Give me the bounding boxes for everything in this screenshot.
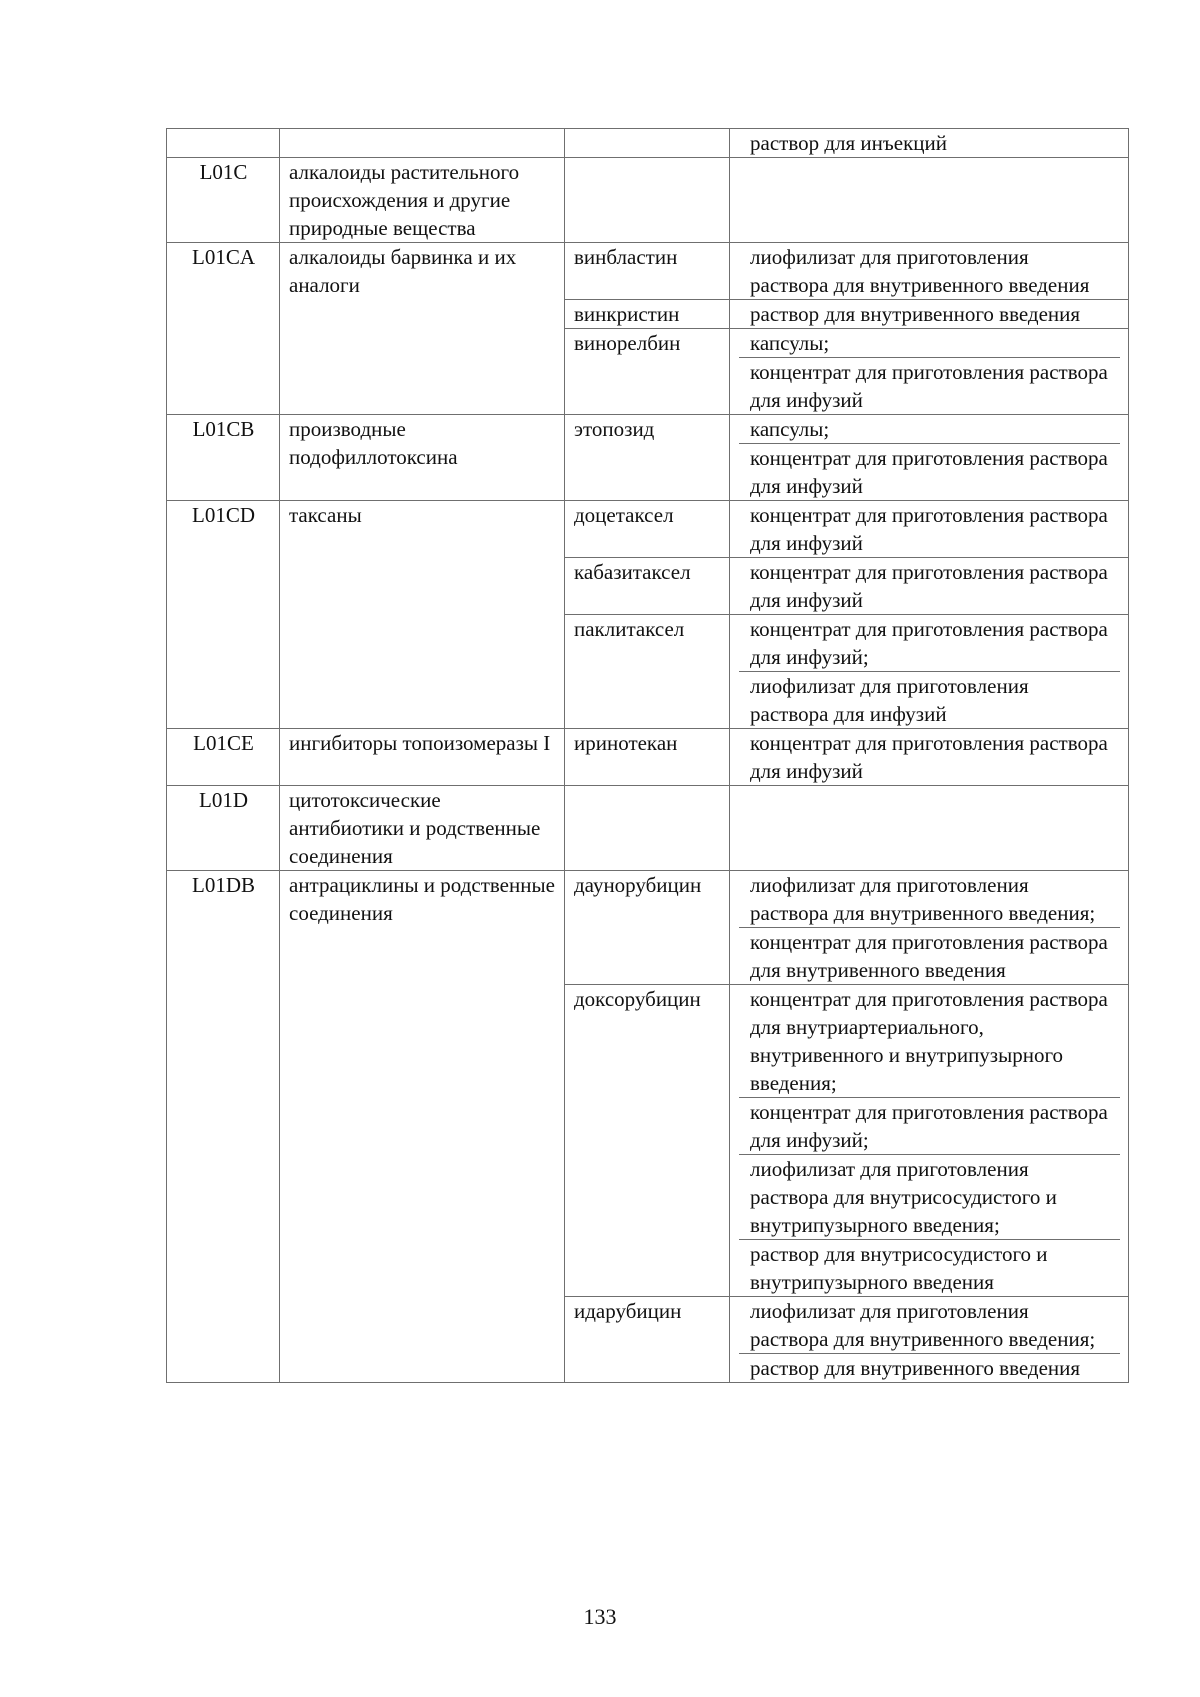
dosage-form-row — [739, 1240, 1120, 1297]
dosage-form: концентрат для приготовления раствора для инфузий — [750, 560, 1108, 612]
dosage-form-list — [739, 300, 1120, 328]
dosage-form-row — [739, 558, 1120, 614]
dosage-form: капсулы; — [739, 329, 1120, 358]
atc-group-cell: алкалоиды растительного происхождения и другие природные вещества — [280, 158, 565, 243]
atc-group-cell: цитотоксические антибиотики и родственные соединения — [280, 786, 565, 871]
table-row — [167, 243, 1129, 300]
dosage-form: раствор для внутривенного введения — [750, 302, 1081, 326]
atc-code-cell — [167, 129, 280, 158]
dosage-form-row — [739, 415, 1120, 444]
table-row — [167, 129, 1129, 158]
drug-name-cell: иринотекан — [565, 729, 730, 786]
dosage-form-row — [739, 300, 1120, 328]
dosage-form-list — [739, 501, 1120, 557]
dosage-form: концентрат для приготовления раствора для инфузий; — [739, 615, 1120, 672]
dosage-form-list — [739, 129, 1120, 157]
dosage-form: лиофилизат для приготовления раствора для внутрисосудистого и внутрипузырного введения; — [739, 1155, 1120, 1240]
dosage-form-row — [739, 243, 1120, 299]
dosage-form-row — [739, 928, 1120, 985]
drug-table-body — [167, 129, 1129, 1383]
drug-name-cell: доцетаксел — [565, 501, 730, 558]
page-number: 133 — [583, 1604, 617, 1629]
dosage-form: концентрат для приготовления раствора для инфузий — [750, 446, 1108, 498]
drug-name-cell: доксорубицин — [565, 985, 730, 1297]
drug-name-cell — [565, 129, 730, 158]
drug-name-cell — [565, 786, 730, 871]
atc-code-cell: L01DB — [167, 871, 280, 1383]
atc-code-cell: L01CE — [167, 729, 280, 786]
drug-name-cell: паклитаксел — [565, 615, 730, 729]
dosage-forms-cell — [730, 786, 1129, 871]
dosage-form-list — [739, 871, 1120, 984]
dosage-form: концентрат для приготовления раствора для внутриартериального, внутривенного и внутрипузырного введения; — [739, 985, 1120, 1098]
table-row — [167, 415, 1129, 501]
dosage-form-row — [739, 615, 1120, 672]
drug-name-cell: винкристин — [565, 300, 730, 329]
dosage-form: лиофилизат для приготовления раствора для внутривенного введения; — [739, 1297, 1120, 1354]
table-row — [167, 786, 1129, 871]
atc-code-cell: L01C — [167, 158, 280, 243]
atc-code-cell: L01CA — [167, 243, 280, 415]
dosage-form: лиофилизат для приготовления раствора для внутривенного введения — [750, 245, 1090, 297]
drug-name-cell — [565, 158, 730, 243]
drug-table — [166, 128, 1129, 1383]
dosage-forms-cell — [730, 243, 1129, 300]
dosage-form-list — [739, 415, 1120, 500]
dosage-form: концентрат для приготовления раствора для инфузий — [750, 360, 1108, 412]
dosage-form-list — [739, 729, 1120, 785]
dosage-form-row — [739, 985, 1120, 1098]
table-row — [167, 729, 1129, 786]
dosage-form: лиофилизат для приготовления раствора для инфузий — [750, 674, 1029, 726]
dosage-form-list — [739, 243, 1120, 299]
dosage-form-row — [739, 358, 1120, 415]
dosage-form-row — [739, 329, 1120, 358]
dosage-form: концентрат для приготовления раствора для внутривенного введения — [750, 930, 1108, 982]
dosage-forms-cell — [730, 300, 1129, 329]
drug-name-cell: винорелбин — [565, 329, 730, 415]
dosage-form: раствор для внутривенного введения — [750, 1356, 1081, 1380]
atc-group-cell: таксаны — [280, 501, 565, 729]
dosage-form: раствор для инъекций — [750, 131, 947, 155]
dosage-forms-cell — [730, 415, 1129, 501]
dosage-forms-cell — [730, 985, 1129, 1297]
atc-group-cell: алкалоиды барвинка и их аналоги — [280, 243, 565, 415]
dosage-form-row — [739, 729, 1120, 785]
dosage-form: концентрат для приготовления раствора для инфузий; — [739, 1098, 1120, 1155]
dosage-form: капсулы; — [739, 415, 1120, 444]
dosage-form-row — [739, 1098, 1120, 1155]
drug-name-cell: винбластин — [565, 243, 730, 300]
atc-group-cell — [280, 129, 565, 158]
drug-name-cell: кабазитаксел — [565, 558, 730, 615]
atc-code-cell: L01CB — [167, 415, 280, 501]
drug-name-cell: идарубицин — [565, 1297, 730, 1383]
dosage-form-row — [739, 1297, 1120, 1354]
dosage-forms-cell — [730, 129, 1129, 158]
dosage-form-row — [739, 1155, 1120, 1240]
dosage-form-row — [739, 444, 1120, 501]
dosage-forms-cell — [730, 871, 1129, 985]
dosage-form-row — [739, 871, 1120, 928]
dosage-forms-cell — [730, 558, 1129, 615]
dosage-form: концентрат для приготовления раствора для инфузий — [750, 731, 1108, 783]
dosage-forms-cell — [730, 158, 1129, 243]
dosage-form: концентрат для приготовления раствора для инфузий — [750, 503, 1108, 555]
dosage-form: лиофилизат для приготовления раствора для внутривенного введения; — [739, 871, 1120, 928]
dosage-form: раствор для внутрисосудистого и внутрипузырного введения — [750, 1242, 1048, 1294]
atc-group-cell: производные подофиллотоксина — [280, 415, 565, 501]
dosage-form-list — [739, 985, 1120, 1296]
drug-name-cell: этопозид — [565, 415, 730, 501]
table-row — [167, 871, 1129, 985]
dosage-form-row — [739, 672, 1120, 729]
dosage-form-list — [739, 558, 1120, 614]
dosage-forms-cell — [730, 501, 1129, 558]
dosage-forms-cell — [730, 1297, 1129, 1383]
table-row — [167, 501, 1129, 558]
table-row — [167, 158, 1129, 243]
atc-group-cell: ингибиторы топоизомеразы I — [280, 729, 565, 786]
dosage-form-row — [739, 129, 1120, 157]
dosage-forms-cell — [730, 329, 1129, 415]
atc-group-cell: антрациклины и родственные соединения — [280, 871, 565, 1383]
dosage-form-list — [739, 1297, 1120, 1382]
dosage-form-list — [739, 615, 1120, 728]
dosage-form-list — [739, 329, 1120, 414]
atc-code-cell: L01CD — [167, 501, 280, 729]
dosage-forms-cell — [730, 615, 1129, 729]
dosage-forms-cell — [730, 729, 1129, 786]
drug-name-cell: даунорубицин — [565, 871, 730, 985]
atc-code-cell: L01D — [167, 786, 280, 871]
dosage-form-row — [739, 501, 1120, 557]
dosage-form-row — [739, 1354, 1120, 1383]
